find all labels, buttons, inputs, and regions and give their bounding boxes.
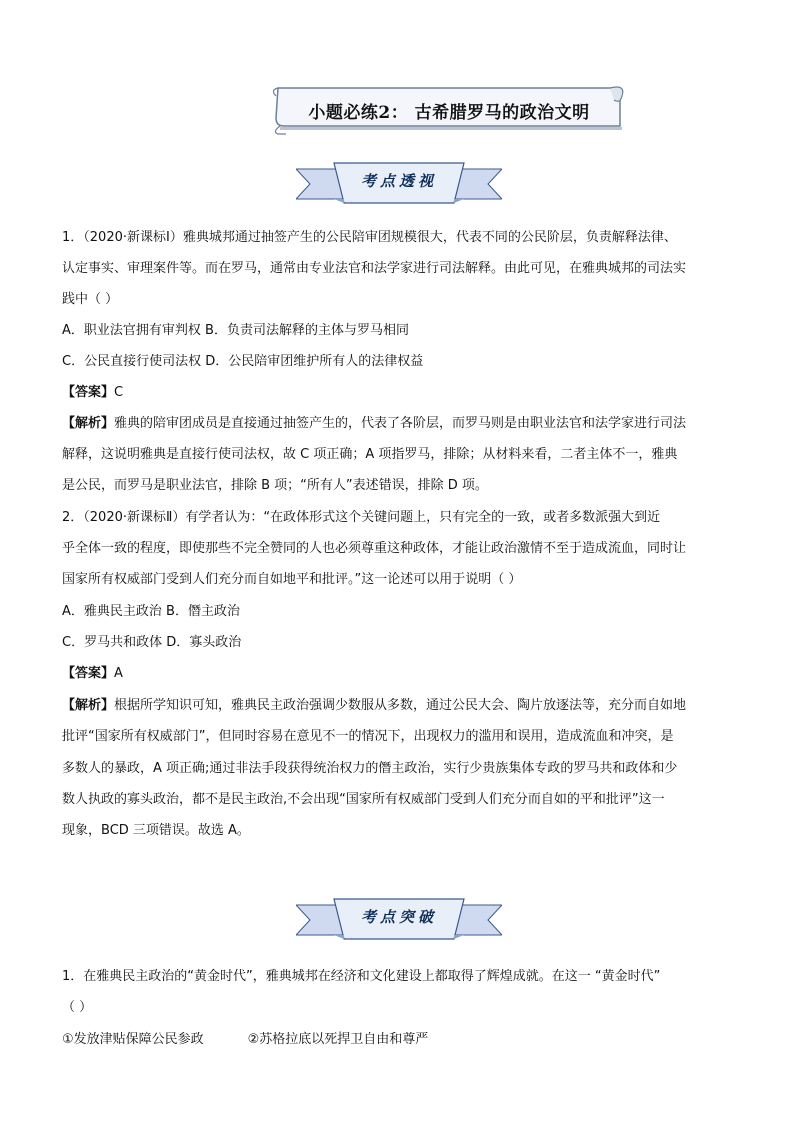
q2-options-ab: A．雅典民主政治 B．僭主政治 <box>62 604 240 619</box>
q3-stem-line-2: （ ） <box>62 1000 93 1015</box>
page-title: 小题必练2： 古希腊罗马的政治文明 <box>308 103 590 123</box>
q1-stem-line-1: 1．（2020·新课标Ⅰ）雅典城邦通过抽签产生的公民陪审团规模很大，代表不同的公民阶层，负责解释法律、 <box>62 230 677 245</box>
q2-stem-line-3: 国家所有权威部门受到人们充分而自如地平和批评。”这一论述可以用于说明（ ） <box>62 572 522 587</box>
answer-value: A <box>114 666 123 681</box>
banner-label-breakthrough: 考点突破 <box>360 908 437 926</box>
q2-options-cd: C．罗马共和政体 D．寡头政治 <box>62 635 242 650</box>
q2-stem-line-1: 2．（2020·新课标Ⅱ）有学者认为：“在政体形式这个关键问题上，只有完全的一致，或者多数派强大到近 <box>62 510 661 525</box>
q2-analysis-line-2: 批评“国家所有权威部门”，但同时容易在意见不一的情况下，出现权力的滥用和误用，造成流血和冲突，是 <box>62 729 674 744</box>
analysis-label: 【解析】 <box>62 698 115 713</box>
q1-analysis-line-3: 是公民，而罗马是职业法官，排除 B 项；“所有人”表述错误，排除 D 项。 <box>62 478 488 493</box>
section-banner-review <box>296 159 502 207</box>
q1-options-cd: C．公民直接行使司法权 D．公民陪审团维护所有人的法律权益 <box>62 354 424 369</box>
section-banner-breakthrough <box>296 895 502 943</box>
q3-item-1: ①发放津贴保障公民参政 <box>62 1032 204 1047</box>
q1-stem-line-2: 认定事实、审理案件等。而在罗马，通常由专业法官和法学家进行司法解释。由此可见，在雅典城邦的司法实 <box>62 261 687 276</box>
q3-item-2: ②苏格拉底以死捍卫自由和尊严 <box>247 1032 429 1047</box>
banner-label-review: 考点透视 <box>360 172 437 190</box>
analysis-text: 雅典的陪审团成员是直接通过抽签产生的，代表了各阶层，而罗马则是由职业法官和法学家进行司法 <box>114 416 687 431</box>
q2-answer <box>62 665 742 683</box>
q2-analysis-line-5: 现象，BCD 三项错误。故选 A。 <box>62 823 250 838</box>
q1-analysis-line-2: 解释，这说明雅典是直接行使司法权，故 C 项正确；A 项指罗马，排除；从材料来看，二者主体不一，雅典 <box>62 447 678 462</box>
answer-label: 【答案】 <box>62 666 115 681</box>
q1-stem-line-3: 践中（ ） <box>62 292 119 307</box>
q1-options-ab: A．职业法官拥有审判权 B．负责司法解释的主体与罗马相同 <box>62 323 409 338</box>
q3-stem-line-1: 1．在雅典民主政治的“黄金时代”，雅典城邦在经济和文化建设上都取得了辉煌成就。在这一 “黄金时代” <box>62 969 661 984</box>
q2-analysis-line-1 <box>62 697 742 715</box>
answer-value: C <box>114 385 124 400</box>
q2-analysis-line-4: 数人执政的寡头政治，都不是民主政治,不会出现“国家所有权威部门受到人们充分而自如的平和批评”这一 <box>62 792 665 807</box>
title-scroll <box>270 80 628 136</box>
analysis-text: 根据所学知识可知，雅典民主政治强调少数服从多数，通过公民大会、陶片放逐法等，充分而自如地 <box>114 698 687 713</box>
q2-stem-line-2: 乎全体一致的程度，即使那些不完全赞同的人也必须尊重这种政体，才能让政治激情不至于造成流血，同时让 <box>62 541 687 556</box>
q3-items <box>62 1031 742 1049</box>
answer-label: 【答案】 <box>62 385 115 400</box>
analysis-label: 【解析】 <box>62 416 115 431</box>
q1-analysis-line-1 <box>62 415 742 433</box>
q1-answer <box>62 384 742 402</box>
q2-analysis-line-3: 多数人的暴政，A 项正确;通过非法手段获得统治权力的僭主政治，实行少贵族集体专政的罗马共和政体和少 <box>62 761 678 776</box>
